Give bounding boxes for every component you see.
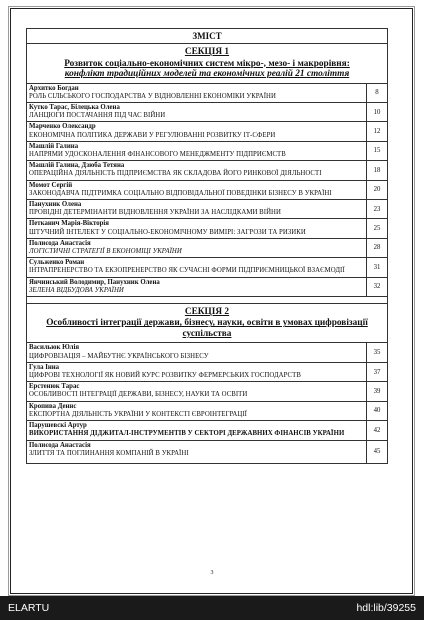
entry-authors: Панухник Олена (29, 200, 82, 208)
entry-authors: Момот Сергій (29, 181, 73, 189)
entry-authors: Янчинський Володимир, Панухник Олена (29, 278, 160, 286)
toc-entry[interactable] (27, 142, 387, 161)
section-2-header (27, 304, 387, 344)
entry-page: 10 (366, 103, 387, 121)
entry-authors: Васильюк Юлія (29, 344, 80, 352)
entry-title[interactable]: ШТУЧНИЙ ІНТЕЛЕКТ У СОЦІАЛЬНО-ЕКОНОМІЧНОМУ ВИМІРІ: ЗАГРОЗИ ТА РИЗИКИ (29, 228, 306, 236)
toc-entry[interactable] (27, 161, 387, 180)
toc-entry[interactable] (27, 343, 387, 362)
entry-title[interactable]: ЕКСПОРТНА ДІЯЛЬНІСТЬ УКРАЇНИ У КОНТЕКСТІ ЄВРОІНТЕГРАЦІЇ (29, 410, 247, 418)
toc-entry[interactable] (27, 402, 387, 421)
section-1-header (27, 44, 387, 84)
entry-authors: Петканич Марія-Вікторія (29, 220, 109, 228)
entry-page: 28 (366, 239, 387, 257)
entry-page: 45 (366, 441, 387, 463)
section-2-title-line1: Особливості інтеграції держави, бізнесу, науки, освіти в умовах цифровізації (46, 318, 368, 329)
entry-title[interactable]: ЗАКОНОДАВЧА ПІДТРИМКА СОЦІАЛЬНО ВІДПОВІДАЛЬНОЇ ПОВЕДІНКИ БІЗНЕСУ В УКРАЇНІ (29, 189, 332, 197)
toc-entry[interactable] (27, 421, 387, 440)
toc-entry[interactable] (27, 200, 387, 219)
toc-entry[interactable] (27, 239, 387, 258)
page-number: 3 (210, 570, 214, 576)
toc-entry[interactable] (27, 84, 387, 103)
entry-title[interactable]: ЗЛИТТЯ ТА ПОГЛИНАННЯ КОМПАНІЙ В УКРАЇНІ (29, 449, 189, 457)
entry-page: 23 (366, 200, 387, 218)
section-2-number: СЕКЦІЯ 2 (184, 306, 230, 317)
section-1-title-line1: Розвиток соціально-економічних систем мікро-, мезо- і макрорівня: (64, 58, 350, 69)
viewer-footer-bar (0, 596, 424, 620)
entry-title[interactable]: ЕКОНОМІЧНА ПОЛІТИКА ДЕРЖАВИ У РЕГУЛЮВАННІ РОЗВИТКУ ІТ-СФЕРИ (29, 131, 276, 139)
entry-page: 12 (366, 122, 387, 140)
entry-page: 15 (366, 142, 387, 160)
entry-authors: Полиєода Анастасія (29, 239, 91, 247)
toc-table (26, 28, 388, 464)
entry-title[interactable]: РОЛЬ СІЛЬСЬКОГО ГОСПОДАРСТВА У ВІДНОВЛЕННІ ЕКОНОМІКИ УКРАЇНИ (29, 92, 276, 100)
entry-authors: Ерстенюк Тарас (29, 383, 80, 391)
entry-title[interactable]: ПРОВІДНІ ДЕТЕРМІНАНТИ ВІДНОВЛЕННЯ УКРАЇНИ ЗА НАСЛІДКАМИ ВІЙНИ (29, 209, 281, 217)
section-1-number: СЕКЦІЯ 1 (184, 47, 230, 57)
toc-entry[interactable] (27, 382, 387, 401)
entry-authors: Полиєода Анастасія (29, 441, 91, 449)
entry-authors: Кропива Деннс (29, 402, 77, 410)
entry-authors: Машлій Галина (29, 142, 79, 150)
toc-entry[interactable] (27, 103, 387, 122)
entry-page: 25 (366, 219, 387, 237)
entry-page: 32 (366, 278, 387, 296)
entry-page: 8 (366, 84, 387, 102)
entry-authors: Кутко Тарас, Білецька Олена (29, 103, 120, 111)
entry-page: 39 (366, 382, 387, 400)
entry-page: 31 (366, 258, 387, 276)
toc-entry[interactable] (27, 219, 387, 238)
entry-title[interactable]: ЗЕЛЕНА ВІДБУДОВА УКРАЇНИ (29, 286, 124, 294)
entry-title[interactable]: ЦИФРОВІЗАЦІЯ – МАЙБУТНЄ УКРАЇНСЬКОГО БІЗНЕСУ (29, 352, 209, 360)
entry-title[interactable]: ЛОГІСТИЧНІ СТРАТЕГІЇ В ЕКОНОМІЦІ УКРАЇНИ (29, 247, 182, 255)
entry-authors: Гула Інна (29, 363, 60, 371)
toc-entry[interactable] (27, 181, 387, 200)
section-2-title-line2: суспільства (182, 328, 232, 339)
entry-title[interactable]: ОПЕРАЦІЙНА ДІЯЛЬНІСТЬ ПІДПРИЄМСТВА ЯК СКЛАДОВА ЙОГО РИНКОВОЇ ДІЯЛЬНОСТІ (29, 170, 322, 178)
repository-name: ELARTU (8, 602, 50, 614)
section-1-title-line2: конфлікт традиційних моделей та економічних реалій 21 століття (64, 69, 350, 79)
toc-entry[interactable] (27, 441, 387, 463)
entry-page: 40 (366, 402, 387, 420)
entry-page: 35 (366, 343, 387, 361)
entry-page: 42 (366, 421, 387, 439)
entry-page: 20 (366, 181, 387, 199)
handle-id: hdl:lib/39255 (356, 602, 416, 614)
entry-title[interactable]: ВИКОРИСТАННЯ ДІДЖИТАЛ-ІНСТРУМЕНТІВ У СЕКТОРІ ДЕРЖАВНИХ ФІНАНСІВ УКРАЇНИ (29, 430, 345, 438)
entry-authors: Машлій Галина, Дзюба Тетяна (29, 162, 125, 170)
entry-authors: Архитко Богдан (29, 84, 79, 92)
toc-entry[interactable] (27, 122, 387, 141)
toc-entry[interactable] (27, 258, 387, 277)
toc-heading: ЗМІСТ (27, 29, 387, 44)
entry-title[interactable]: ОСОБЛИВОСТІ ІНТЕГРАЦІЇ ДЕРЖАВИ, БІЗНЕСУ, НАУКИ ТА ОСВІТИ (29, 391, 248, 399)
toc-entry[interactable] (27, 278, 387, 297)
entry-page: 18 (366, 161, 387, 179)
entry-title[interactable]: ІНТРАПРЕНЕРСТВО ТА ЕКЗОПРЕНЕРСТВО ЯК СУЧАСНІ ФОРМИ ПІДПРИЄМНИЦЬКОЇ ВЗАЄМОДІЇ (29, 267, 345, 275)
toc-entry[interactable] (27, 363, 387, 382)
entry-authors: Марченко Олександр (29, 123, 96, 131)
entry-page: 37 (366, 363, 387, 381)
entry-title[interactable]: ЛАНЦЮГИ ПОСТАЧАННЯ ПІД ЧАС ВІЙНИ (29, 112, 166, 120)
entry-title[interactable]: ЦИФРОВІ ТЕХНОЛОГІЇ ЯК НОВИЙ КУРС РОЗВИТКУ ФЕРМЕРСЬКИХ ГОСПОДАРСТВ (29, 372, 301, 380)
entry-authors: Парушевскі Артур (29, 422, 87, 430)
entry-authors: Сульженко Роман (29, 259, 85, 267)
section-spacer (27, 297, 387, 304)
entry-title[interactable]: НАПРЯМИ УДОСКОНАЛЕННЯ ФІНАНСОВОГО МЕНЕДЖМЕНТУ ПІДПРИЄМСТВ (29, 150, 286, 158)
